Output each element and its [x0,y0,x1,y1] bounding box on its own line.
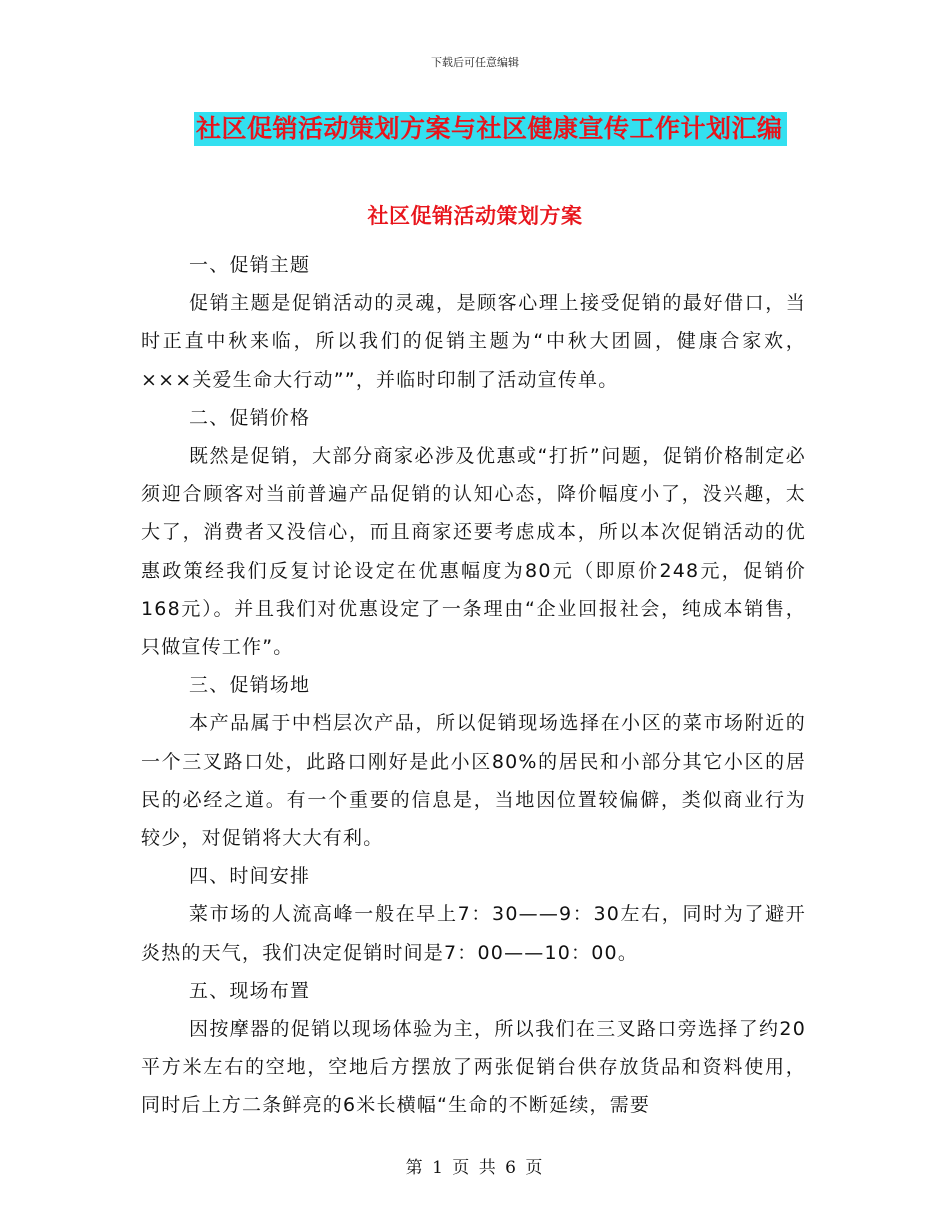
body-paragraph: 菜市场的人流高峰一般在早上7：30——9：30左右，同时为了避开炎热的天气，我们决定促销时间是7：00——10：00。 [141,903,806,964]
section-heading: 四、时间安排 [189,865,311,888]
main-title-wrap [194,112,787,146]
body-paragraph: 既然是促销，大部分商家必涉及优惠或“打折”问题，促销价格制定必须迎合顾客对当前普遍产品促销的认知心态，降价幅度小了，没兴趣，太大了，消费者又没信心，而且商家还要考虑成本，所以本次促销活动的优惠政策经我们反复讨论设定在优惠幅度为80元（即原价248元，促销价168元）。并且我们对优惠设定了一条理由“企业回报社会，纯成本销售，只做宣传工作”。 [141,445,806,659]
section-heading: 三、促销场地 [189,674,311,697]
body-paragraph: 本产品属于中档层次产品，所以促销现场选择在小区的菜市场附近的一个三叉路口处，此路口刚好是此小区80%的居民和小部分其它小区的居民的必经之道。有一个重要的信息是，当地因位置较偏僻，类似商业行为较少，对促销将大大有利。 [141,712,806,850]
section-heading: 二、促销价格 [189,406,311,429]
header-note: 下载后可任意编辑 [431,56,519,69]
section-heading: 五、现场布置 [189,979,311,1002]
body-paragraph: 因按摩器的促销以现场体验为主，所以我们在三叉路口旁选择了约20平方米左右的空地，空地后方摆放了两张促销台供存放货品和资料使用，同时后上方二条鲜亮的6米长横幅“生命的不断延续，需要 [141,1018,806,1117]
body-text [141,246,806,1125]
section-heading: 一、促销主题 [189,254,311,276]
page-footer: 第 1 页 共 6 页 [405,1158,545,1178]
main-title: 社区促销活动策划方案与社区健康宣传工作计划汇编 [194,112,787,146]
body-paragraph: 促销主题是促销活动的灵魂，是顾客心理上接受促销的最好借口，当时正直中秋来临，所以我们的促销主题为“中秋大团圆，健康合家欢，×××关爱生命大行动””，并临时印制了活动宣传单。 [141,292,806,391]
section-title: 社区促销活动策划方案 [367,204,583,228]
